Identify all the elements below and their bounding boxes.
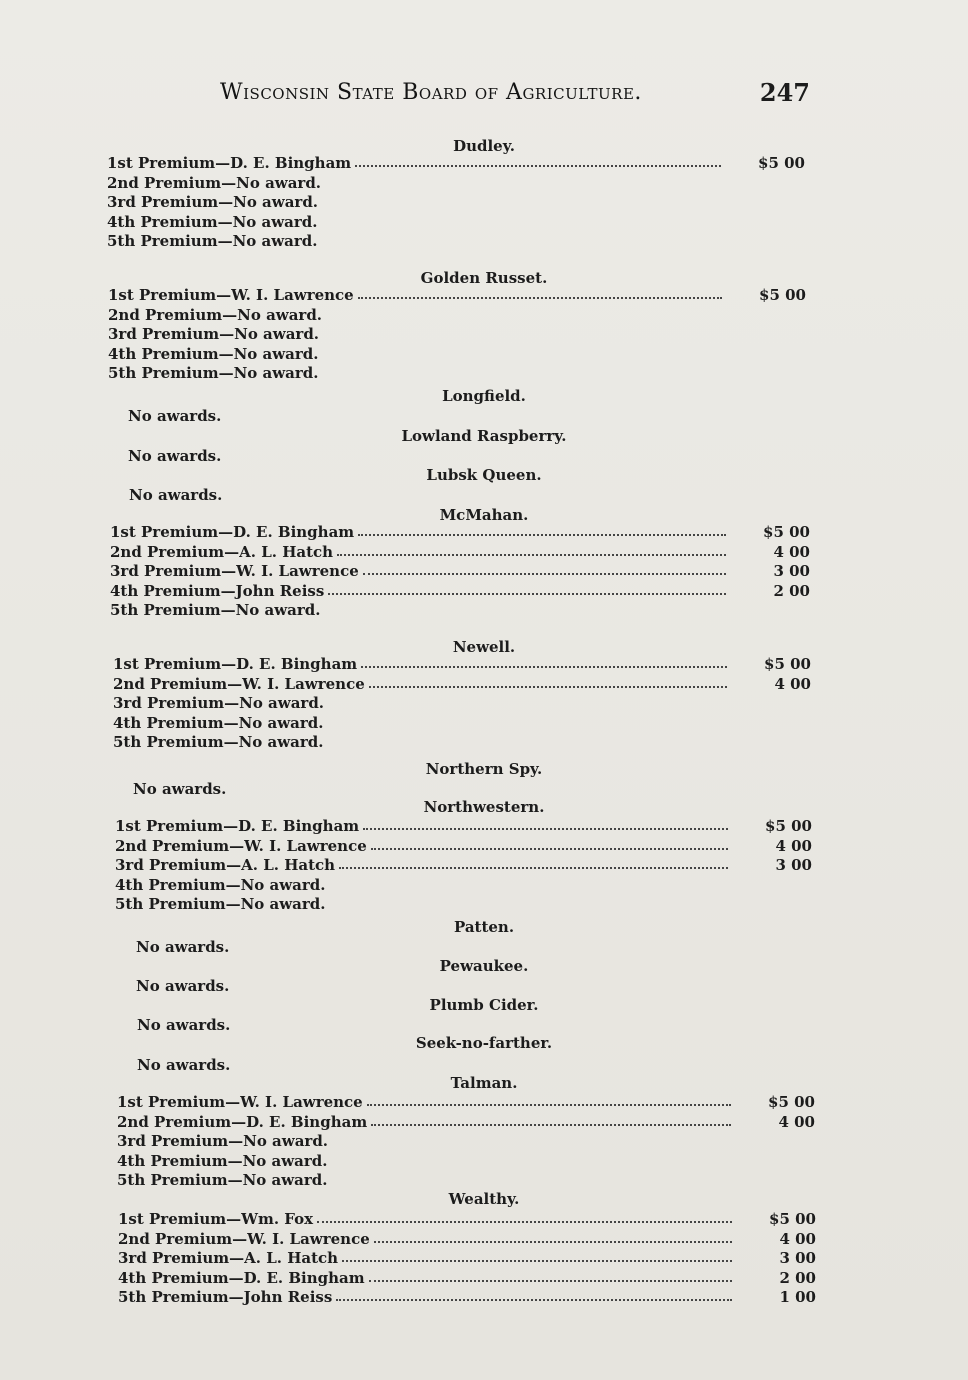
premium-entry [0,694,968,714]
premium-entry [0,345,968,365]
premium-label: 2nd Premium—W. I. Lawrence [115,836,367,855]
premium-entry [0,655,968,675]
no-awards-note: No awards. [133,780,227,798]
premium-entry [0,895,968,915]
premium-entry [0,523,968,543]
dot-leader [367,1104,731,1106]
premium-entry [0,562,968,582]
premium-entry [0,1113,968,1133]
premium-label: 2nd Premium—No award. [108,305,323,324]
no-awards-note: No awards. [137,1016,231,1034]
dot-leader [374,1241,732,1243]
premium-entry [0,1269,968,1289]
running-title: Wisconsin State Board of Agriculture. [220,80,642,105]
premium-label: 2nd Premium—A. L. Hatch [110,542,334,561]
section-title: Lowland Raspberry. [401,427,567,445]
section-title: Wealthy. [448,1190,520,1208]
dot-leader [358,534,726,536]
premium-label: 3rd Premium—A. L. Hatch [118,1249,339,1268]
premium-entry [0,213,968,233]
premium-entry [0,1210,968,1230]
premium-entry [0,1093,968,1113]
premium-label: 1st Premium—W. I. Lawrence [108,286,354,304]
premium-entry [0,232,968,252]
premium-amount: 4 00 [779,1229,816,1248]
section-title: Talman. [450,1074,518,1092]
premium-entry [0,601,968,621]
premium-amount: 4 00 [778,1112,815,1131]
premium-entry [0,286,968,306]
premium-entry [0,1288,968,1308]
section-title: McMahan. [439,506,529,524]
premium-label: 4th Premium—John Reiss [110,581,325,600]
premium-amount: $5 00 [764,655,811,673]
no-awards-note: No awards. [136,938,230,956]
no-awards-note: No awards. [136,977,230,995]
premium-label: 1st Premium—D. E. Bingham [107,154,352,172]
dot-leader [339,867,728,869]
section-title: Newell. [452,638,516,656]
premium-entry [0,306,968,326]
premium-amount: 1 00 [779,1288,816,1307]
premium-amount: $5 00 [768,1093,815,1111]
premium-label: 2nd Premium—W. I. Lawrence [113,674,365,693]
premium-label: 1st Premium—W. I. Lawrence [117,1093,363,1111]
dot-leader [336,1299,732,1301]
premium-amount: 3 00 [779,1249,816,1268]
dot-leader [363,828,728,830]
premium-entry [0,325,968,345]
premium-label: 3rd Premium—No award. [117,1132,329,1151]
dot-leader [358,297,722,299]
dot-leader [317,1221,732,1223]
premium-label: 4th Premium—D. E. Bingham [118,1268,365,1287]
premium-label: 4th Premium—No award. [113,713,324,732]
premium-entry [0,193,968,213]
section-title: Northern Spy. [425,760,543,778]
section-title: Longfield. [442,387,526,405]
dot-leader [371,1124,731,1126]
section-title: Lubsk Queen. [426,466,542,484]
premium-label: 4th Premium—No award. [108,344,319,363]
section-title: Pewaukee. [439,957,529,975]
dot-leader [369,1280,732,1282]
dot-leader [369,686,727,688]
premium-label: 4th Premium—No award. [115,875,326,894]
premium-amount: 4 00 [775,836,812,855]
premium-label: 5th Premium—No award. [110,601,321,620]
premium-amount: $5 00 [769,1210,816,1228]
section-title: Plumb Cider. [429,996,539,1014]
dot-leader [371,848,728,850]
premium-amount: 3 00 [773,562,810,581]
no-awards-note: No awards. [137,1056,231,1074]
premium-entry [0,1132,968,1152]
premium-entry [0,817,968,837]
premium-entry [0,174,968,194]
page-number: 247 [759,78,810,107]
premium-entry [0,837,968,857]
premium-entry [0,876,968,896]
premium-label: 5th Premium—No award. [117,1171,328,1190]
premium-label: 5th Premium—No award. [115,895,326,914]
premium-label: 1st Premium—D. E. Bingham [113,655,358,673]
premium-amount: 2 00 [773,581,810,600]
dot-leader [361,666,727,668]
no-awards-note: No awards. [129,486,223,504]
section-title: Northwestern. [423,798,545,816]
section-title: Seek-no-farther. [415,1034,553,1052]
premium-label: 5th Premium—No award. [107,232,318,251]
premium-entry [0,1230,968,1250]
premium-label: 1st Premium—D. E. Bingham [110,523,355,541]
premium-entry [0,543,968,563]
premium-label: 4th Premium—No award. [107,212,318,231]
premium-entry [0,1171,968,1191]
dot-leader [342,1260,732,1262]
premium-entry [0,856,968,876]
premium-label: 3rd Premium—W. I. Lawrence [110,562,359,581]
dot-leader [363,573,726,575]
premium-label: 3rd Premium—No award. [113,694,325,713]
premium-amount: 4 00 [773,542,810,561]
premium-entry [0,582,968,602]
premium-entry [0,154,968,174]
premium-amount: 2 00 [779,1268,816,1287]
premium-amount: $5 00 [763,523,810,541]
premium-label: 3rd Premium—A. L. Hatch [115,856,336,875]
premium-entry [0,1249,968,1269]
premium-label: 5th Premium—No award. [113,733,324,752]
premium-label: 1st Premium—Wm. Fox [118,1210,314,1228]
section-title: Patten. [453,918,515,936]
no-awards-note: No awards. [128,407,222,425]
premium-amount: $5 00 [759,286,806,304]
premium-entry [0,733,968,753]
dot-leader [337,554,726,556]
premium-label: 2nd Premium—W. I. Lawrence [118,1229,370,1248]
premium-amount: $5 00 [758,154,805,172]
premium-label: 2nd Premium—D. E. Bingham [117,1112,368,1131]
premium-label: 3rd Premium—No award. [107,193,319,212]
dot-leader [355,165,721,167]
premium-entry [0,714,968,734]
premium-label: 5th Premium—No award. [108,364,319,383]
premium-entry [0,675,968,695]
dot-leader [328,593,726,595]
premium-label: 3rd Premium—No award. [108,325,320,344]
premium-amount: $5 00 [765,817,812,835]
section-title: Dudley. [453,137,515,155]
premium-amount: 4 00 [774,674,811,693]
no-awards-note: No awards. [128,447,222,465]
premium-label: 4th Premium—No award. [117,1151,328,1170]
premium-entry [0,1152,968,1172]
premium-label: 5th Premium—John Reiss [118,1288,333,1307]
premium-label: 2nd Premium—No award. [107,173,322,192]
premium-label: 1st Premium—D. E. Bingham [115,817,360,835]
section-title: Golden Russet. [420,269,548,287]
premium-amount: 3 00 [775,856,812,875]
premium-entry [0,364,968,384]
